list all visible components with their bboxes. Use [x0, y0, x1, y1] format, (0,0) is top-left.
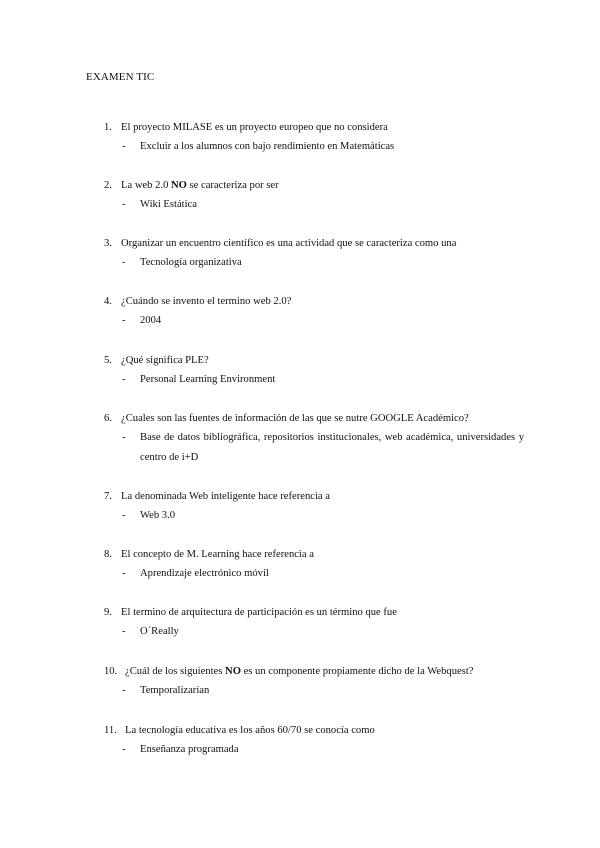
question-10 — [104, 666, 524, 701]
question-text: ¿Cuales son las fuentes de información de las que se nutre GOOGLE Académico? — [121, 413, 469, 424]
answer-bullet: - — [122, 685, 126, 696]
answer-bullet: - — [122, 744, 126, 755]
question-number: 7. — [104, 491, 112, 502]
answer-bullet: - — [122, 626, 126, 637]
question-text: ¿Qué significa PLE? — [121, 355, 209, 366]
question-6 — [104, 413, 524, 468]
answer-text: Enseñanza programada — [140, 744, 239, 755]
question-text: Organizar un encuentro científico es una actividad que se caracteriza como una — [121, 238, 457, 249]
question-text: ¿Cuál de los siguientes NO es un componente propiamente dicho de la Webquest? — [125, 666, 474, 677]
question-text: ¿Cuándo se invento el termino web 2.0? — [121, 296, 292, 307]
question-11 — [104, 725, 524, 760]
answer-bullet: - — [122, 257, 126, 268]
question-text: La tecnología educativa es los años 60/70 se conocía como — [125, 725, 375, 736]
answer-text: Base de datos bibliográfica, repositorios institucionales, web académica, universidades y centro de i+D — [140, 432, 524, 463]
answer-bullet: - — [122, 374, 126, 385]
answer-bullet: - — [122, 510, 126, 521]
question-text: El termino de arquitectura de participación es un término que fue — [121, 607, 397, 618]
answer-bullet: - — [122, 432, 126, 443]
page-title: EXAMEN TIC — [86, 71, 155, 83]
question-7 — [104, 491, 524, 526]
question-text: La web 2.0 NO se caracteriza por ser — [121, 180, 279, 191]
question-3 — [104, 238, 524, 273]
answer-bullet: - — [122, 315, 126, 326]
answer-bullet: - — [122, 141, 126, 152]
question-4 — [104, 296, 524, 331]
answer-text: Wiki Estática — [140, 199, 197, 210]
answer-text: Aprendizaje electrónico móvil — [140, 568, 269, 579]
question-number: 8. — [104, 549, 112, 560]
question-8 — [104, 549, 524, 584]
question-number: 4. — [104, 296, 112, 307]
emphasis-no: NO — [225, 666, 241, 677]
answer-text: O´Really — [140, 626, 179, 637]
answer-text: Personal Learning Environment — [140, 374, 276, 385]
question-number: 3. — [104, 238, 112, 249]
question-number: 9. — [104, 607, 112, 618]
emphasis-no: NO — [171, 180, 187, 191]
question-text: El proyecto MILASE es un proyecto europeo que no considera — [121, 122, 388, 133]
question-text: La denominada Web inteligente hace referencia a — [121, 491, 330, 502]
question-number: 2. — [104, 180, 112, 191]
question-number: 6. — [104, 413, 112, 424]
answer-bullet: - — [122, 568, 126, 579]
question-text: El concepto de M. Learning hace referencia a — [121, 549, 314, 560]
answer-text: Temporalizarían — [140, 685, 210, 696]
question-1 — [104, 122, 524, 157]
question-number: 5. — [104, 355, 112, 366]
answer-bullet: - — [122, 199, 126, 210]
answer-text: Excluir a los alumnos con bajo rendimiento en Matemáticas — [140, 141, 395, 152]
question-number: 1. — [104, 122, 112, 133]
question-number: 11. — [104, 725, 117, 736]
question-2 — [104, 180, 524, 215]
question-number: 10. — [104, 666, 118, 677]
answer-text: 2004 — [140, 315, 162, 326]
answer-text: Tecnología organizativa — [140, 257, 242, 268]
question-5 — [104, 355, 524, 390]
answer-text: Web 3.0 — [140, 510, 176, 521]
question-9 — [104, 607, 524, 642]
